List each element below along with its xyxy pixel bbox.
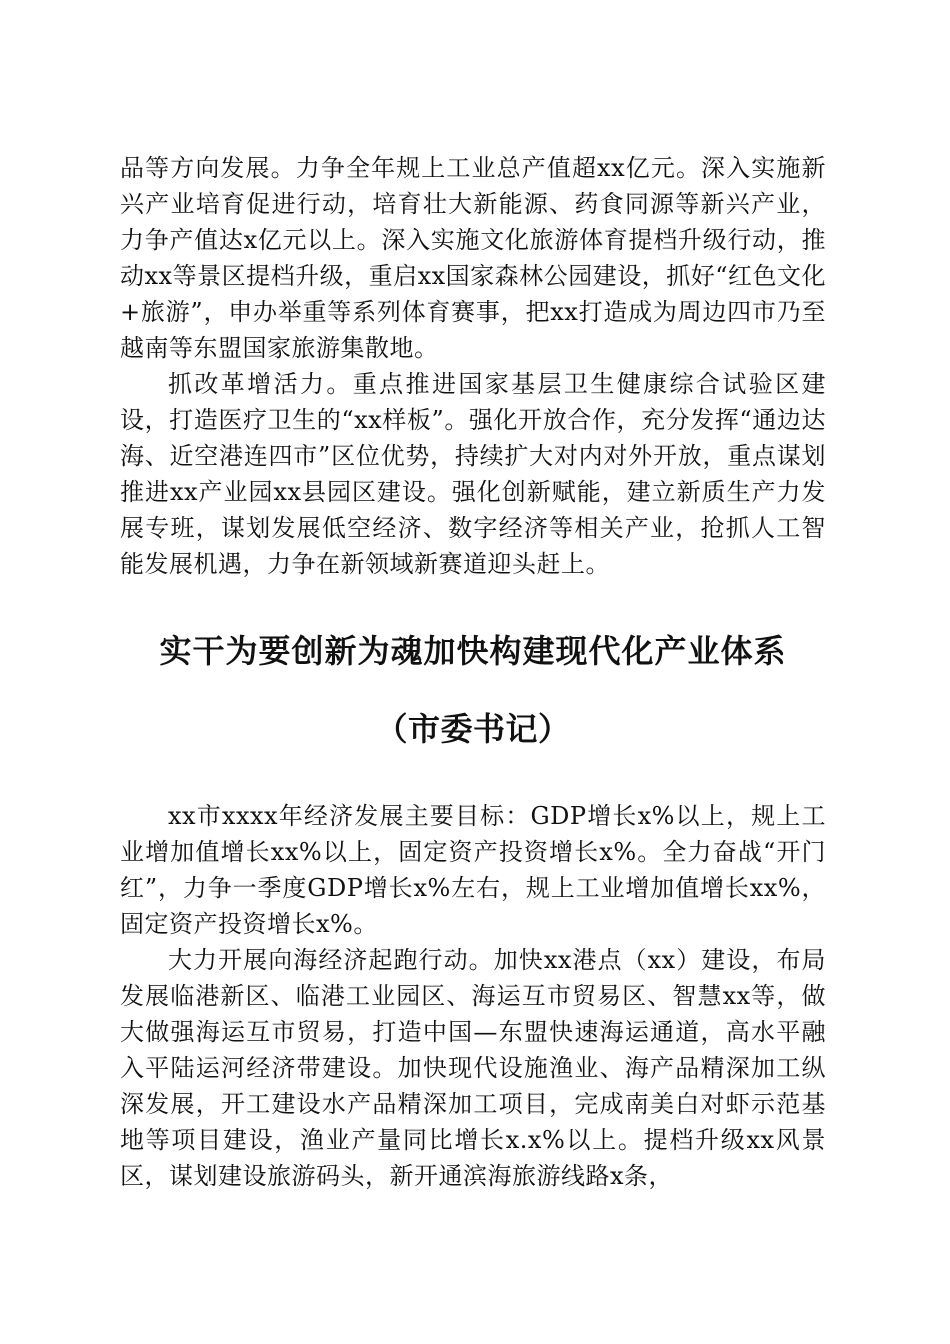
paragraph-marine-economy: 大力开展向海经济起跑行动。加快xx港点（xx）建设，布局发展临港新区、临港工业园区、海运互市贸易区、智慧xx等，做大做强海运互市贸易，打造中国—东盟快速海运通道，高水平融入平陆运河经济带建设。加快现代设施渔业、海产品精深加工纵深发展，开工建设水产品精深加工项目，完成南美白对虾示范基地等项目建设，渔业产量同比增长x.x%以上。提档升级xx风景区，谋划建设旅游码头，新开通滨海旅游线路x条， <box>120 946 826 1190</box>
section-title: 实干为要创新为魂加快构建现代化产业体系 <box>159 632 787 670</box>
paragraph-economic-targets: xx市xxxx年经济发展主要目标：GDP增长x%以上，规上工业增加值增长xx%以上，固定资产投资增长x%。全力奋战“开门红”，力争一季度GDP增长x%左右，规上工业增加值增长xx%，固定资产投资增长x%。 <box>120 802 826 938</box>
document-page <box>120 150 826 1194</box>
section-subtitle: （市委书记） <box>375 710 571 748</box>
paragraph-industry-development: 品等方向发展。力争全年规上工业总产值超xx亿元。深入实施新兴产业培育促进行动，培育壮大新能源、药食同源等新兴产业，力争产值达x亿元以上。深入实施文化旅游体育提档升级行动，推动xx等景区提档升级，重启xx国家森林公园建设，抓好“红色文化+旅游”，申办举重等系列体育赛事，把xx打造成为周边四市乃至越南等东盟国家旅游集散地。 <box>120 154 826 362</box>
paragraph-reform-vitality: 抓改革增活力。重点推进国家基层卫生健康综合试验区建设，打造医疗卫生的“xx样板”。强化开放合作，充分发挥“通边达海、近空港连四市”区位优势，持续扩大对内对外开放，重点谋划推进xx产业园xx县园区建设。强化创新赋能，建立新质生产力发展专班，谋划发展低空经济、数字经济等相关产业，抢抓人工智能发展机遇，力争在新领域新赛道迎头赶上。 <box>120 370 826 578</box>
